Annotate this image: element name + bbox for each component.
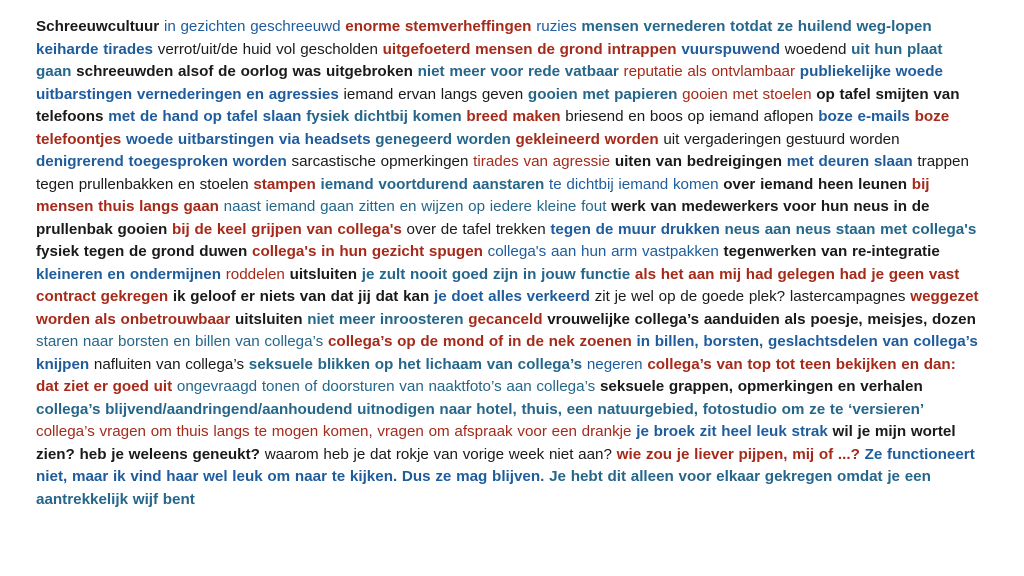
phrase-segment: boze telefoontjes xyxy=(36,108,950,148)
phrase-segment: werk van medewerkers voor hun neus in de prullenbak gooien xyxy=(36,198,930,238)
phrase-segment: gekleineerd worden xyxy=(510,130,659,148)
phrase-segment: weggezet worden als onbetrouwbaar xyxy=(36,288,979,328)
phrase-segment: boze e-mails xyxy=(818,108,910,125)
phrase-segment: sarcastische opmerkingen xyxy=(286,153,469,170)
phrase-segment: je doet alles verkeerd xyxy=(429,288,590,305)
phrase-segment: wie zou je liever pijpen, mij of ...? xyxy=(611,445,860,463)
phrase-segment: schreeuwden alsof de oorlog was uitgebroken xyxy=(71,63,413,80)
phrase-segment: tirades van agressie xyxy=(468,153,611,170)
phrase-segment: met deuren slaan xyxy=(782,153,913,170)
phrase-segment: seksuele grappen, opmerkingen en verhalen xyxy=(595,378,923,395)
phrase-segment: nafluiten van collega’s xyxy=(89,355,245,373)
phrase-segment: bij mensen thuis langs gaan xyxy=(36,175,930,215)
phrase-segment: uiten van bedreigingen xyxy=(610,153,783,170)
phrase-segment: kleineren en ondermijnen xyxy=(36,265,221,283)
phrase-segment: collega’s van top tot teen bekijken en dan: dat ziet er goed uit xyxy=(36,355,956,395)
phrase-segment: reputatie als ontvlambaar xyxy=(618,63,800,80)
phrase-segment: staren naar borsten en billen van collega’s xyxy=(36,333,324,350)
phrase-segment: woedend xyxy=(780,40,852,58)
phrase-segment: enorme stemverheffingen xyxy=(345,18,532,35)
phrase-segment: collega's in hun gezicht spugen xyxy=(247,243,483,260)
phrase-segment: collega’s blijvend/aandringend/aanhoudend uitnodigen naar hotel, thuis, een natuurgebied, fotostudio om ze te ‘versieren’ xyxy=(36,400,925,418)
phrase-segment: uitsluiten xyxy=(284,265,358,283)
phrase-segment: over iemand heen leunen xyxy=(718,175,908,193)
phrase-segment: ik geloof er niets van dat jij dat kan xyxy=(168,288,430,305)
phrase-segment: Schreeuwcultuur xyxy=(36,18,160,35)
phrase-segment: uit hun plaat gaan xyxy=(36,40,943,80)
phrase-segment: verrot/uit/de huid vol gescholden xyxy=(153,40,383,58)
phrase-segment: iemand ervan langs geven xyxy=(338,85,528,103)
phrase-segment: met de hand op tafel slaan xyxy=(103,108,302,125)
phrase-segment: uitsluiten xyxy=(230,310,303,328)
phrase-segment: mensen de grond intrappen xyxy=(470,40,677,58)
phrase-segment: over de tafel trekken xyxy=(401,220,546,238)
phrase-segment: ongevraagd tonen of doorsturen van naaktfoto’s aan collega’s xyxy=(172,378,596,395)
phrase-segment: collega’s vragen om thuis langs te mogen komen, vragen om afspraak voor een drankje xyxy=(36,423,632,440)
phrase-segment: uit vergaderingen gestuurd worden xyxy=(658,130,900,148)
phrase-segment: collega’s op de mond of in de nek zoenen xyxy=(323,333,632,350)
phrase-segment: je zult nooit goed zijn in jouw functie xyxy=(357,265,631,283)
phrase-segment: bij de keel grijpen van collega's xyxy=(167,220,402,238)
phrase-segment: roddelen xyxy=(221,265,285,283)
phrase-segment: in billen, borsten, geslachtsdelen van collega’s knijpen xyxy=(36,333,978,373)
phrase-segment: publiekelijke woede uitbarstingen vernederingen en agressies xyxy=(36,63,943,103)
word-cloud-paragraph xyxy=(36,16,982,511)
phrase-segment: als het aan mij had gelegen had je geen vast contract gekregen xyxy=(36,265,960,305)
phrase-segment: fysiek dichtbij komen xyxy=(301,108,462,125)
phrase-segment: Ze functioneert niet, maar ik vind haar wel leuk om naar te kijken. Dus ze mag blijven. xyxy=(36,445,975,485)
phrase-segment: vrouwelijke collega’s aanduiden als poesje, meisjes, dozen xyxy=(542,310,976,328)
phrase-segment: op tafel smijten van telefoons xyxy=(36,85,960,125)
phrase-segment: fysiek tegen de grond duwen xyxy=(36,243,248,260)
phrase-segment: ruzies xyxy=(531,18,582,35)
phrase-segment: niet meer voor rede vatbaar xyxy=(412,63,619,80)
phrase-segment: stampen xyxy=(253,175,316,193)
phrase-segment: trappen tegen prullenbakken en stoelen xyxy=(36,153,969,193)
phrase-segment: niet meer inroosteren xyxy=(302,310,464,328)
phrase-segment: keiharde tirades xyxy=(36,40,153,58)
phrase-segment: gooien met stoelen xyxy=(677,85,812,103)
phrase-segment: in gezichten geschreeuwd xyxy=(159,18,346,35)
phrase-segment: mensen vernederen totdat ze huilend weg-lopen xyxy=(581,18,932,35)
phrase-segment: collega's aan hun arm vastpakken xyxy=(482,243,719,260)
phrase-segment: denigrerend toegesproken worden xyxy=(36,153,287,170)
phrase-segment: uitgefoeterd xyxy=(382,40,471,58)
phrase-segment: Je hebt dit alleen voor elkaar gekregen omdat je een aantrekkelijk wijf bent xyxy=(36,468,931,508)
phrase-segment: breed maken xyxy=(461,108,561,125)
phrase-segment: tegen de muur drukken xyxy=(545,220,720,238)
phrase-segment: wil je mijn wortel zien? heb je weleens geneukt? xyxy=(36,423,956,463)
phrase-segment: genegeerd worden xyxy=(370,130,511,148)
phrase-segment: woede uitbarstingen via headsets xyxy=(121,130,371,148)
phrase-segment: naast iemand gaan zitten en wijzen op iedere kleine fout xyxy=(218,198,607,215)
phrase-segment: je broek zit heel leuk strak xyxy=(631,423,828,440)
phrase-segment: negeren xyxy=(582,355,643,373)
phrase-segment: iemand voortdurend aanstaren xyxy=(315,175,545,193)
phrase-segment: te dichtbij iemand komen xyxy=(544,175,719,193)
phrase-segment: neus aan neus staan met collega's xyxy=(719,220,977,238)
phrase-segment: gecanceld xyxy=(463,310,543,328)
phrase-segment: lastercampagnes xyxy=(785,288,906,305)
phrase-segment: tegenwerken van re-integratie xyxy=(718,243,940,260)
phrase-segment: seksuele blikken op het lichaam van collega’s xyxy=(244,355,583,373)
phrase-segment: zit je wel op de goede plek? xyxy=(589,288,786,305)
phrase-segment: gooien met papieren xyxy=(527,85,678,103)
phrase-segment: vuurspuwend xyxy=(676,40,781,58)
phrase-segment: waarom heb je dat rokje van vorige week niet aan? xyxy=(259,445,612,463)
phrase-segment: briesend en boos op iemand aflopen xyxy=(560,108,819,125)
